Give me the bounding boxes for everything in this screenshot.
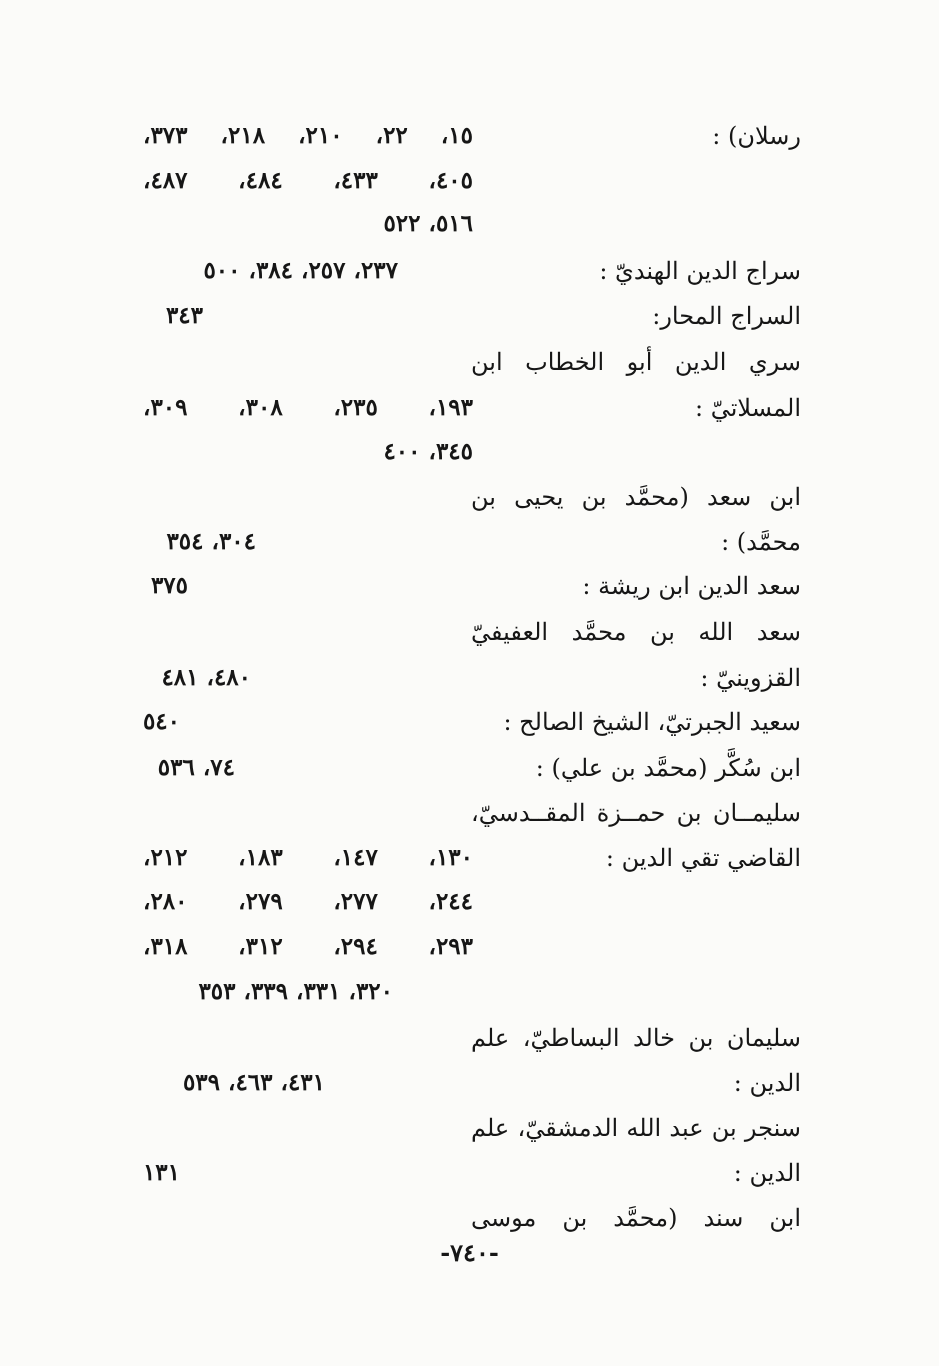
page-numbers: ٣٢٠، ٣٣١، ٣٣٩، ٣٥٣ bbox=[198, 978, 393, 1005]
index-name: سراج الدين الهنديّ : bbox=[599, 257, 801, 285]
page-numbers: ٤٠٥، ٤٣٣، ٤٨٤، ٤٨٧، bbox=[143, 167, 474, 194]
page-numbers: ١٣١ bbox=[142, 1159, 180, 1186]
page-numbers: ٣٤٥، ٤٠٠ bbox=[383, 438, 473, 465]
index-name: ابن سُكَّر (محمَّد بن علي) : bbox=[535, 754, 801, 782]
page-numbers: ٣٤٣ bbox=[165, 302, 203, 329]
page-numbers: ٥١٦، ٥٢٢ bbox=[383, 210, 473, 237]
index-name: رسلان) : bbox=[712, 122, 801, 150]
index-name: ابن سند (محمَّد بن موسى bbox=[471, 1204, 801, 1232]
index-name: القاضي تقي الدين : bbox=[605, 844, 801, 872]
page-numbers: ١٣٠، ١٤٧، ١٨٣، ٢١٢، bbox=[143, 844, 474, 871]
page-numbers: ١٩٣، ٢٣٥، ٣٠٨، ٣٠٩، bbox=[143, 394, 474, 421]
page-numbers: ٢٤٤، ٢٧٧، ٢٧٩، ٢٨٠، bbox=[143, 888, 474, 915]
page-numbers: ٢٩٣، ٢٩٤، ٣١٢، ٣١٨، bbox=[143, 933, 474, 960]
page-numbers: ٣٠٤، ٣٥٤ bbox=[166, 528, 256, 555]
index-name: ابن سعد (محمَّد بن يحيى بن bbox=[471, 483, 801, 511]
page-numbers: ٧٤، ٥٣٦ bbox=[157, 754, 235, 781]
page-numbers: ٢٣٧، ٢٥٧، ٣٨٤، ٥٠٠ bbox=[203, 257, 398, 284]
index-name: سليمان بن خالد البساطيّ، علم bbox=[471, 1024, 801, 1052]
page-number-footer: -٧٤٠- bbox=[440, 1238, 499, 1267]
index-name: محمَّد) : bbox=[721, 528, 801, 556]
page-numbers: ١٥، ٢٢، ٢١٠، ٢١٨، ٣٧٣، bbox=[143, 122, 473, 149]
index-name: سري الدين أبو الخطاب ابن bbox=[471, 348, 801, 376]
index-name: الدين : bbox=[733, 1069, 801, 1097]
index-name: السراج المحار: bbox=[652, 302, 801, 330]
index-name: المسلاتيّ : bbox=[695, 394, 801, 422]
page-numbers: ٤٨٠، ٤٨١ bbox=[161, 664, 251, 691]
index-name: سعيد الجبرتيّ، الشيخ الصالح : bbox=[503, 708, 801, 736]
index-name: سعد الدين ابن ريشة : bbox=[582, 572, 801, 600]
index-name: سعد الله بن محمَّد العفيفيّ bbox=[471, 618, 801, 646]
index-name: القزوينيّ : bbox=[700, 664, 801, 692]
page-numbers: ٣٧٥ bbox=[150, 572, 188, 599]
index-name: سليمــان بن حمــزة المقــدسيّ، bbox=[471, 799, 801, 827]
index-name: سنجر بن عبد الله الدمشقيّ، علم bbox=[471, 1114, 801, 1142]
page-numbers: ٥٤٠ bbox=[142, 708, 180, 735]
index-name: الدين : bbox=[733, 1159, 801, 1187]
page-numbers: ٤٣١، ٤٦٣، ٥٣٩ bbox=[182, 1069, 325, 1096]
